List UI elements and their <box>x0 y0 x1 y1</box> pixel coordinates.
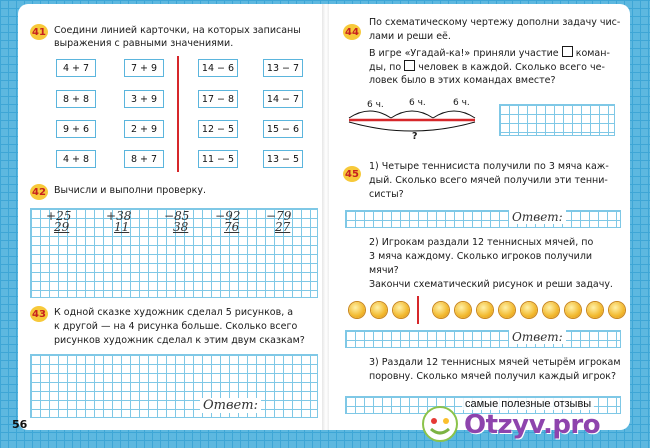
exercise-45-p2-line1: 2) Игрокам раздали 12 теннисных мячей, по <box>369 237 594 248</box>
column-problem: +25 <box>46 209 72 223</box>
card[interactable]: 9 + 6 <box>56 120 96 138</box>
card[interactable]: 3 + 9 <box>124 90 164 108</box>
exercise-44-badge <box>343 24 361 40</box>
exercise-41-line1: Соедини линией карточки, на которых записаны <box>54 25 301 36</box>
tennis-ball-icon <box>499 302 515 318</box>
column-problem-bottom: 27 <box>275 220 291 234</box>
exercise-number: 41 <box>32 26 46 38</box>
card[interactable]: 15 − 6 <box>263 120 303 138</box>
exercise-44-line5: ловек было в этих командах вместе? <box>369 75 556 86</box>
card[interactable]: 8 + 7 <box>124 150 164 168</box>
exercise-45-p1-line1: 1) Четыре теннисиста получили по 3 мяча каж- <box>369 161 609 172</box>
exercise-number: 43 <box>32 308 46 320</box>
column-problem-bottom: 11 <box>114 220 130 234</box>
answer-label: Ответ: <box>509 210 566 224</box>
card[interactable]: 14 − 6 <box>198 59 238 77</box>
tennis-ball-icon <box>455 302 471 318</box>
exercise-45-p3-line1: 3) Раздали 12 теннисных мячей четырём игрокам <box>369 357 621 368</box>
exercise-45-p1-line2: дый. Сколько всего мячей получили эти тенни- <box>369 175 608 186</box>
exercise-44-grid[interactable] <box>499 104 615 136</box>
arc-label: 6 ч. <box>453 98 470 108</box>
watermark <box>416 396 650 448</box>
exercise-45-p2-grid[interactable] <box>345 330 621 348</box>
text-part: коман- <box>575 48 610 59</box>
exercise-45-p2-line2: 3 мяча каждому. Сколько игроков получили <box>369 251 593 262</box>
card[interactable]: 17 − 8 <box>198 90 238 108</box>
tennis-ball-icon <box>433 302 449 318</box>
exercise-43-grid[interactable] <box>30 354 318 418</box>
tennis-ball-icon <box>371 302 387 318</box>
card[interactable]: 8 + 8 <box>56 90 96 108</box>
answer-label: Ответ: <box>509 330 566 344</box>
tennis-ball-icon <box>477 302 493 318</box>
card[interactable]: 4 + 8 <box>56 150 96 168</box>
card[interactable]: 4 + 7 <box>56 59 96 77</box>
exercise-number: 42 <box>32 186 46 198</box>
question-mark: ? <box>412 131 418 142</box>
tennis-ball-icon <box>609 302 625 318</box>
blank-box[interactable] <box>562 46 573 57</box>
tennis-ball-icon <box>521 302 537 318</box>
column-problem: −85 <box>164 209 190 223</box>
card[interactable]: 14 − 7 <box>263 90 303 108</box>
exercise-45-p2-line4: Закончи схематический рисунок и реши задачу. <box>369 279 613 290</box>
exercise-42-badge <box>30 184 48 200</box>
exercise-44-line1: По схематическому чертежу дополни задачу чис- <box>369 17 621 28</box>
tennis-ball-icon <box>587 302 603 318</box>
exercise-45-p1-grid[interactable] <box>345 210 621 228</box>
answer-label: Ответ: <box>200 398 261 413</box>
card[interactable]: 7 + 9 <box>124 59 164 77</box>
text-part: В игре «Угадай-ка!» приняли участие <box>369 48 559 59</box>
divider-line <box>177 56 179 172</box>
watermark-tagline: самые полезные отзывы <box>462 398 594 410</box>
column-problem-bottom: 38 <box>173 220 189 234</box>
text-part: человек в каждой. Сколько всего че- <box>418 62 605 73</box>
column-problem-bottom: 76 <box>224 220 240 234</box>
tennis-ball-icon <box>393 302 409 318</box>
exercise-45-p2-line3: мячи? <box>369 265 399 276</box>
exercise-43-line2: к другой — на 4 рисунка больше. Сколько всего <box>54 321 298 332</box>
blank-box[interactable] <box>404 60 415 71</box>
exercise-42-text: Вычисли и выполни проверку. <box>54 185 206 196</box>
text-part: ды, по <box>369 62 402 73</box>
card[interactable]: 12 − 5 <box>198 120 238 138</box>
exercise-number: 44 <box>345 26 359 38</box>
exercise-number: 45 <box>345 168 359 180</box>
exercise-45-badge <box>343 166 361 182</box>
column-problem: −79 <box>266 209 292 223</box>
card[interactable]: 11 − 5 <box>198 150 238 168</box>
tennis-ball-icon <box>349 302 365 318</box>
tennis-ball-icon <box>543 302 559 318</box>
exercise-44-line3 <box>369 46 610 61</box>
right-page <box>329 4 630 430</box>
exercise-43-line3: рисунков художник сделал к этим двум сказкам? <box>54 335 305 346</box>
page-number: 56 <box>12 418 28 431</box>
arc-label: 6 ч. <box>409 98 426 108</box>
arc-label: 6 ч. <box>367 100 384 110</box>
column-problem: −92 <box>215 209 241 223</box>
tennis-ball-icon <box>565 302 581 318</box>
group-divider <box>417 296 419 324</box>
exercise-41-line2: выражения с равными значениями. <box>54 38 234 49</box>
exercise-45-p3-line2: поровну. Сколько мячей получил каждый игрок? <box>369 371 617 382</box>
watermark-site[interactable]: Otzyv.pro <box>464 410 601 440</box>
exercise-43-badge <box>30 306 48 322</box>
exercise-44-line2: лами и реши её. <box>369 31 451 42</box>
exercise-41-badge <box>30 24 48 40</box>
column-problem: +38 <box>106 209 132 223</box>
card[interactable]: 13 − 5 <box>263 150 303 168</box>
exercise-45-p1-line3: систы? <box>369 189 404 200</box>
left-page <box>18 4 324 430</box>
exercise-44-line4 <box>369 60 605 75</box>
card[interactable]: 2 + 9 <box>124 120 164 138</box>
card[interactable]: 13 − 7 <box>263 59 303 77</box>
exercise-43-line1: К одной сказке художник сделал 5 рисунков, а <box>54 307 294 318</box>
column-problem-bottom: 29 <box>54 220 70 234</box>
watermark-logo-icon <box>420 404 460 444</box>
